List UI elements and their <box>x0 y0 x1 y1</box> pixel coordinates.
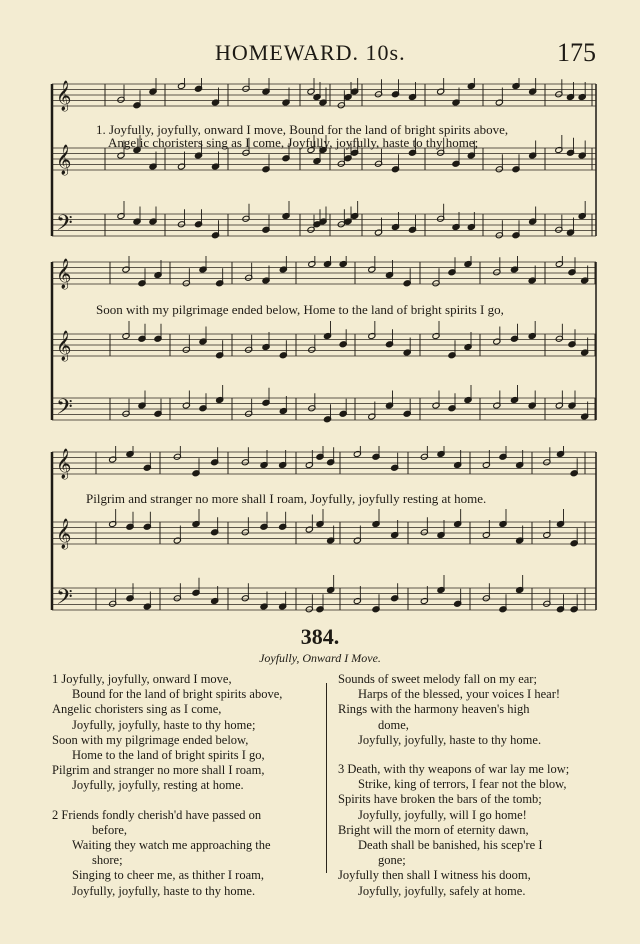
verse-line <box>52 794 324 808</box>
lyric-line: Pilgrim and stranger no more shall I roam, Joyfully, joyfully resting at home. <box>86 491 487 506</box>
verse-line: Joyfully, joyfully, resting at home. <box>72 778 244 793</box>
verse-line: Spirits have broken the bars of the tomb; <box>338 792 542 807</box>
lyric-line: Soon with my pilgrimage ended below, Home to the land of bright spirits I go, <box>96 302 504 317</box>
bass-clef-icon: 𝄢 <box>56 585 73 615</box>
bass-clef-icon: 𝄢 <box>56 211 73 241</box>
verse-line: Angelic choristers sing as I come, <box>52 702 222 717</box>
treble-clef-icon: 𝄞 <box>56 145 72 175</box>
verse-line: dome, <box>378 717 409 732</box>
lyric-line: 1. Joyfully, joyfully, onward I move, Bound for the land of bright spirits above, <box>96 122 509 137</box>
verse-line: Strike, king of terrors, I fear not the blow, <box>358 777 567 792</box>
verse-line <box>338 748 600 762</box>
verse-line: 1 Joyfully, joyfully, onward I move, <box>52 672 232 686</box>
hymn-number: 384. <box>300 624 340 649</box>
treble-clef-icon: 𝄞 <box>56 519 72 549</box>
verse-line: Death shall be banished, his scep're I <box>358 838 543 853</box>
verse-line: before, <box>92 822 128 837</box>
music-system-2 <box>0 256 640 426</box>
verse-line: Bound for the land of bright spirits above, <box>72 687 283 702</box>
treble-clef-icon: 𝄞 <box>56 259 72 289</box>
verse-line: Bright will the morn of eternity dawn, <box>338 822 529 837</box>
column-divider <box>326 683 327 873</box>
verse-line: shore; <box>92 853 123 868</box>
hymn-subtitle: Joyfully, Onward I Move. <box>259 651 381 665</box>
verse-line: Singing to cheer me, as thither I roam, <box>72 868 264 883</box>
bass-clef-icon: 𝄢 <box>56 395 73 425</box>
staff-notation <box>0 446 640 618</box>
verse-line: Joyfully, joyfully, haste to thy home. <box>72 883 256 898</box>
staff-notation <box>0 78 640 248</box>
music-system-1 <box>0 78 640 248</box>
page-number: 175 <box>557 38 596 67</box>
treble-clef-icon: 𝄞 <box>56 331 72 361</box>
verse-line: Joyfully, joyfully, haste to thy home. <box>358 732 542 747</box>
verse-line: Rings with the harmony heaven's high <box>338 702 530 717</box>
verse-line: gone; <box>378 853 406 868</box>
verse-line: 2 Friends fondly cherish'd have passed on <box>52 807 262 822</box>
tune-title: HOMEWARD. 10s. <box>215 40 406 65</box>
lyric-line: Angelic choristers sing as I come, Joyfully, joyfully, haste to thy home; <box>108 135 479 150</box>
staff-notation <box>0 256 640 426</box>
music-system-3 <box>0 446 640 618</box>
hymn-text-left-column <box>52 672 324 899</box>
verse-line: Joyfully, joyfully, haste to thy home; <box>72 717 256 732</box>
verse-line: Harps of the blessed, your voices I hear! <box>358 687 561 702</box>
verse-line: Waiting they watch me approaching the <box>72 838 271 853</box>
treble-clef-icon: 𝄞 <box>56 81 72 111</box>
treble-clef-icon: 𝄞 <box>56 449 72 479</box>
page-header <box>0 38 640 72</box>
verse-line: Joyfully, joyfully, safely at home. <box>358 883 526 898</box>
verse-line: Joyfully, joyfully, will I go home! <box>358 807 527 822</box>
verse-line: Joyfully then shall I witness his doom, <box>338 868 531 883</box>
verse-line: 3 Death, with thy weapons of war lay me low; <box>338 762 570 777</box>
verse-line: Home to the land of bright spirits I go, <box>72 748 265 763</box>
verse-line: Soon with my pilgrimage ended below, <box>52 732 249 747</box>
hymn-text-right-column <box>338 672 600 899</box>
verse-line: Sounds of sweet melody fall on my ear; <box>338 672 537 686</box>
verse-line: Pilgrim and stranger no more shall I roam, <box>52 763 265 778</box>
